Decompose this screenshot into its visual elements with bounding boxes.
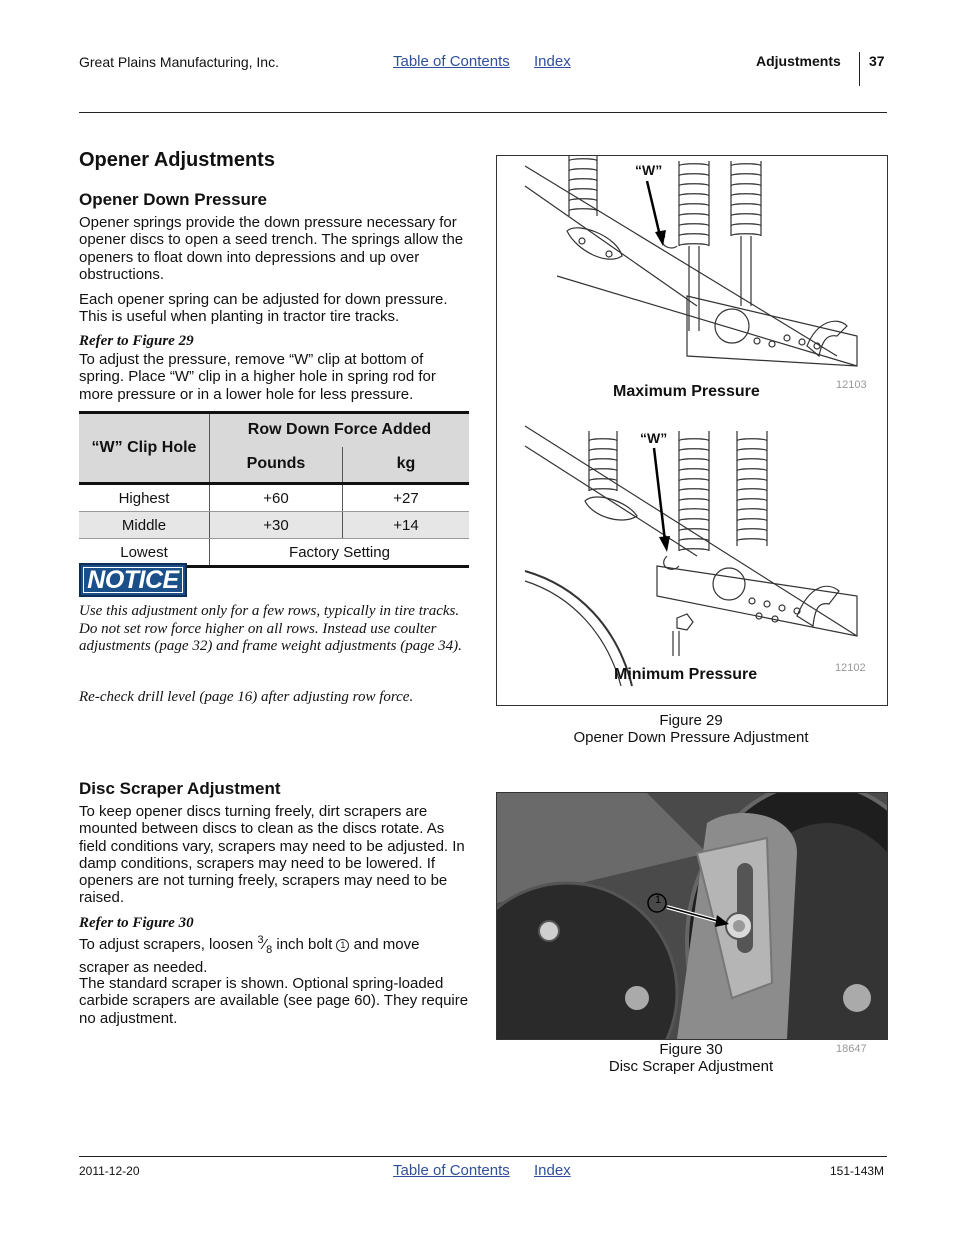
down-pressure-heading: Opener Down Pressure (79, 190, 268, 209)
footer-rule (79, 1156, 887, 1157)
index-link-top[interactable]: Index (534, 53, 571, 70)
table-cell-hole: Lowest (79, 539, 210, 567)
figure-30-number: 18647 (836, 1043, 867, 1055)
figure-30-photo (496, 792, 888, 1040)
figure-29-bottom-number: 12102 (835, 662, 866, 674)
toc-link-top[interactable]: Table of Contents (393, 53, 510, 70)
row-force-header: Row Down Force Added (210, 413, 470, 447)
notice-badge (79, 563, 187, 597)
table-row (79, 484, 469, 512)
clip-hole-header: “W” Clip Hole (79, 413, 210, 484)
scraper-para1: To keep opener discs turning freely, dirt scrapers are mounted between discs to clean as the discs rotate. As field conditions vary, scrapers may need to be adjusted. In damp conditions, scrapers may need to be lowered. If openers are not turning freely, scrapers may need to be raised. (79, 803, 465, 907)
down-pressure-para2: Each opener spring can be adjusted for down pressure. This is useful when planting in tractor tire tracks. (79, 291, 448, 326)
figure-30-title: Disc Scraper Adjustment (608, 1058, 774, 1075)
table-cell-factory: Factory Setting (210, 539, 470, 567)
company-name: Great Plains Manufacturing, Inc. (79, 54, 279, 70)
figure-30-caption (496, 1041, 886, 1075)
adjust-text-suffix: and move scraper as needed. (79, 936, 420, 977)
table-cell-kg: +27 (343, 484, 470, 512)
w-label-top: “W” (635, 162, 663, 178)
scraper-heading: Disc Scraper Adjustment (79, 779, 281, 798)
disc-scraper-photo (497, 793, 887, 1039)
refer-figure-29: Refer to Figure 29 (79, 333, 194, 349)
header-divider (859, 52, 860, 86)
header-rule (79, 112, 887, 113)
minimum-pressure-caption: Minimum Pressure (614, 666, 758, 683)
toc-link-bottom[interactable]: Table of Contents (393, 1162, 510, 1179)
pounds-header: Pounds (210, 447, 343, 484)
spring-right (731, 161, 761, 306)
table-cell-kg: +14 (343, 512, 470, 539)
spring-middle (663, 161, 709, 331)
figure-30-label: Figure 30 (659, 1041, 723, 1058)
table-cell-hole: Highest (79, 484, 210, 512)
notice-text-2: Re-check drill level (page 16) after adjusting row force. (79, 689, 414, 705)
notice-text-1: Use this adjustment only for a few rows, typically in tire tracks. Do not set row force higher on all rows. Instead use coulter adjustments (page 32) and frame weight adjustments (page 34). (79, 603, 462, 654)
table-cell-pounds: +60 (210, 484, 343, 512)
notice-label: NOTICE (87, 566, 179, 594)
index-link-bottom[interactable]: Index (534, 1162, 571, 1179)
fraction-denominator: 8 (266, 944, 273, 956)
figure-29-label: Figure 29 (659, 712, 723, 729)
page-number: 37 (869, 53, 885, 69)
adjust-text-prefix: To adjust scrapers, loosen (79, 936, 254, 953)
figure-29-title: Opener Down Pressure Adjustment (573, 729, 809, 746)
scraper-para3: The standard scraper is shown. Optional spring-loaded carbide scrapers are available (see page 60). They require no adjustment. (79, 975, 469, 1027)
table-cell-hole: Middle (79, 512, 210, 539)
section-title: Opener Adjustments (79, 149, 275, 171)
down-force-table (79, 411, 469, 568)
scraper-para2: To adjust scrapers, loosen $^3⁄_8$ inch bolt 1 and move scraper as needed. (79, 934, 420, 977)
figure-29-frame (496, 155, 888, 706)
refer-figure-30: Refer to Figure 30 (79, 915, 194, 931)
figure-29-top-number: 12103 (836, 379, 867, 391)
down-pressure-para1: Opener springs provide the down pressure necessary for opener discs to open a seed trench. The springs allow the openers to float down into depressions and up over obstructions. (79, 214, 464, 283)
footer-date: 2011-12-20 (79, 1164, 140, 1178)
table-cell-pounds: +30 (210, 512, 343, 539)
figure-29-caption (496, 712, 886, 746)
spring-left (567, 156, 622, 259)
table-row (79, 512, 469, 539)
section-label: Adjustments (756, 53, 841, 69)
kg-header: kg (343, 447, 470, 484)
figure-30-callout: 1 (654, 894, 662, 906)
fraction-numerator: 3 (257, 934, 264, 946)
adjust-text-mid: inch bolt (276, 936, 333, 953)
opener-spring-drawing (497, 156, 887, 705)
maximum-pressure-caption: Maximum Pressure (613, 383, 760, 400)
w-label-bottom: “W” (640, 430, 668, 446)
callout-1-icon: 1 (336, 939, 349, 952)
document-number: 151-143M (830, 1164, 885, 1178)
down-pressure-para3: To adjust the pressure, remove “W” clip at bottom of spring. Place “W” clip in a higher hole in spring rod for more pressure or in a lower hole for less pressure. (79, 351, 436, 403)
